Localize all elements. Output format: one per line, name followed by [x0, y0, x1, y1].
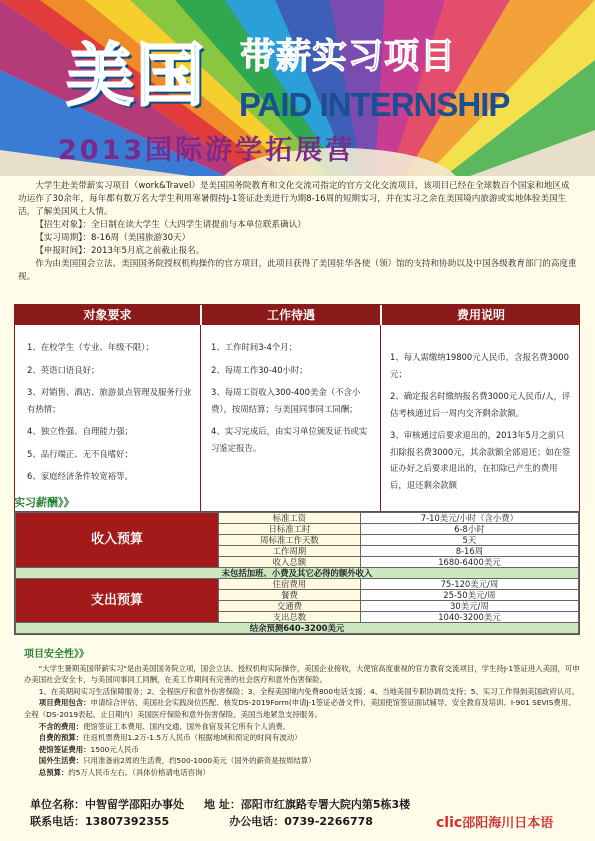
list-item: 1、工作时间3-4个月；	[211, 342, 298, 352]
safety-paragraph: "大学生暑期美国带薪实习"是由美国国务院立项，国会立法、授权机构实际操作，美国企业接收，大使馆高度重视的官方教育交流项目，学生持J-1签证进入美国，可申办美国社会安全卡，与美国同事同工同酬，在美工作期间有完善的社会医疗和意外伤害保险。	[24, 663, 580, 685]
value: 只用准备前2周的生活费，约500-1000美元（国外的薪资是按周结算）	[83, 756, 316, 766]
expense-label: 支出预算	[16, 579, 219, 623]
table-cell: 周标准工作天数	[219, 535, 361, 546]
header-requirements: 对象要求	[15, 305, 200, 325]
fee-excludes	[24, 721, 580, 733]
year-line: 2013国际游学拓展营	[58, 135, 356, 166]
list-item: 4、实习完成后，由实习单位颁发证书或实习鉴定报告。	[211, 426, 368, 453]
table-cell: 1040-3200美元	[360, 612, 578, 623]
table-cell: 30美元/周	[360, 601, 578, 612]
intro-target: 【招生对象】：全日制在读大学生（大四学生请提前与本单位联系确认）	[35, 220, 306, 230]
value: 申请综合评估、美国社会实践岗位匹配、核发DS-2019Form(申请J-1签证必备文件)、美国使馆签证面试辅导、安全教育及培训、I-901 SEVIS费用、全程（DS-2019表起、止日期内）美国医疗保险和意外伤害保险、美国当地紧急支持服务。	[24, 698, 576, 719]
list-item: 2、每周工作30-40小时；	[211, 364, 308, 375]
table-cell: 标准工资	[219, 513, 361, 524]
balance-note: 结余预测640-3200美元	[16, 623, 579, 634]
hero-banner	[0, 0, 595, 176]
header-treatment: 工作待遇	[201, 305, 380, 325]
title-cn: 美国	[66, 37, 207, 116]
requirements-list	[27, 339, 195, 485]
table-cell: 7-10美元/小时（含小费）	[360, 513, 578, 524]
table-cell: 6-8小时	[360, 524, 578, 535]
table-cell: 工作周期	[219, 546, 361, 557]
label: 国外生活费：	[38, 756, 84, 766]
list-item: 3、审核通过后要求退出的，2013年5月之前只扣除报名费3000元，其余款额全部退还；如在签证办好之后要求退出的，在扣除已产生的费用后，退还剩余款额	[390, 430, 571, 490]
list-item: 5、品行端正、无不良嗜好；	[27, 448, 133, 459]
value: 约5万人民币左右。（具体价格请电话咨询）	[68, 767, 210, 777]
value: 使馆签证工本费用、国内交通、国外食宿及其它所有个人消费。	[83, 721, 291, 731]
contact-row-1	[30, 796, 570, 813]
fee-includes	[24, 697, 580, 720]
safety-title: 项目安全性》》	[24, 649, 89, 660]
office-phone[interactable]: 0739-2266778	[284, 815, 373, 828]
list-item: 2、确定报名时缴纳报名费3000元人民币/人，评估考核通过后一周内交齐剩余款额。	[390, 391, 571, 418]
label: 联系电话：	[30, 815, 85, 828]
intro-section	[18, 180, 578, 284]
label: 不含的费用：	[38, 721, 84, 731]
salary-table	[14, 511, 580, 635]
unit-name: 中智留学邵阳办事处	[85, 798, 184, 811]
logo-mark: clic	[436, 815, 463, 831]
title-sub: 带薪实习项目	[240, 37, 457, 77]
value: 1500元人民币	[90, 744, 139, 754]
logo-text: 邵阳海川日本语	[462, 816, 554, 831]
content-area	[0, 176, 595, 841]
label: 总预算：	[38, 767, 69, 777]
intro-paragraph: 大学生赴美带薪实习项目（work&Travel）是美国国务院教育和文化交流司指定的官方文化交流项目，该项目已经在全球数百个国家和地区成功运作了30余年，每年都有数万名大学生利用寒暑假持J-1签证赴美进行为期8-16周的短期实习，并在实习之余在美国境内旅游或实地体验美国生活，了解美国风土人情。	[18, 181, 570, 217]
self-budget	[24, 732, 580, 744]
table-cell: 日标准工时	[219, 524, 361, 535]
table-cell: 餐费	[219, 590, 361, 601]
logo	[436, 812, 553, 831]
list-item: 3、每周工资收入300-400美金（不含小费），按周结算；与美国同事同工同酬；	[211, 387, 361, 414]
table-cell: 收入总额	[219, 557, 361, 568]
intro-period: 【实习周期】：8-16周（美国旅游30天）	[35, 233, 191, 243]
treatment-list	[211, 339, 373, 456]
list-item: 3、对销售、酒店、旅游景点管理及服务行业有热情；	[27, 387, 192, 414]
label: 单位名称：	[30, 798, 85, 811]
value: 往返机票费用1.2万-1.5万人民币（根据地域和预定的时间有波动）	[83, 733, 302, 743]
table-cell: 住宿费用	[219, 579, 361, 590]
header-fees: 费用说明	[381, 305, 580, 325]
living-cost	[24, 755, 580, 767]
list-item: 6、家庭经济条件较宽裕等。	[27, 471, 133, 481]
income-note: 未包括加班、小费及其它必得的额外收入	[16, 568, 579, 579]
list-item: 1、每人需缴纳19800元人民币，含报名费3000元；	[390, 352, 569, 379]
fees-list	[390, 349, 572, 493]
label: 使馆签证费用：	[38, 744, 91, 754]
salary-title: 实习薪酬》》	[14, 496, 75, 509]
intro-official: 作为由美国国会立法、美国国务院授权机构操作的官方项目，此项目获得了美国驻华各使（领）馆的支持和协助以及中国各级教育部门的高度重视。	[18, 259, 577, 282]
label: 地 址：	[204, 798, 241, 811]
intro-deadline: 【申报时间】：2013年5月底之前截止报名。	[35, 246, 205, 256]
income-label: 收入预算	[16, 513, 219, 568]
table-cell: 75-120美元/周	[360, 579, 578, 590]
list-item: 2、英语口语良好；	[27, 364, 100, 375]
safety-section	[24, 649, 580, 779]
list-item: 4、独立性强、自理能力强；	[27, 426, 133, 436]
table-cell: 支出总数	[219, 612, 361, 623]
table-cell: 5天	[360, 535, 578, 546]
table-cell: 25-50美元/周	[360, 590, 578, 601]
label: 自费的预算：	[38, 733, 84, 743]
visa-fee	[24, 744, 580, 756]
label: 项目费用包含：	[38, 698, 91, 708]
table-cell: 1680-6400美元	[360, 557, 578, 568]
table-cell: 交通费	[219, 601, 361, 612]
label: 办公电话：	[229, 815, 285, 828]
address: 邵阳市红旗路专署大院内第5栋3楼	[240, 798, 411, 811]
safety-services: 1、在美期间实习生活保障服务；2、全程医疗和意外伤害保险；3、全程美国境内免费800电话支援；4、当地美国专职协调员支持；5、实习工作得到美国政府认可。	[38, 686, 579, 696]
total-budget	[24, 767, 580, 779]
phone[interactable]: 13807392355	[85, 815, 170, 828]
table-cell: 8-16周	[360, 546, 578, 557]
title-en: PAID INTERNSHIP	[239, 86, 510, 123]
list-item: 1、在校学生（专业、年级不限）；	[27, 342, 154, 352]
